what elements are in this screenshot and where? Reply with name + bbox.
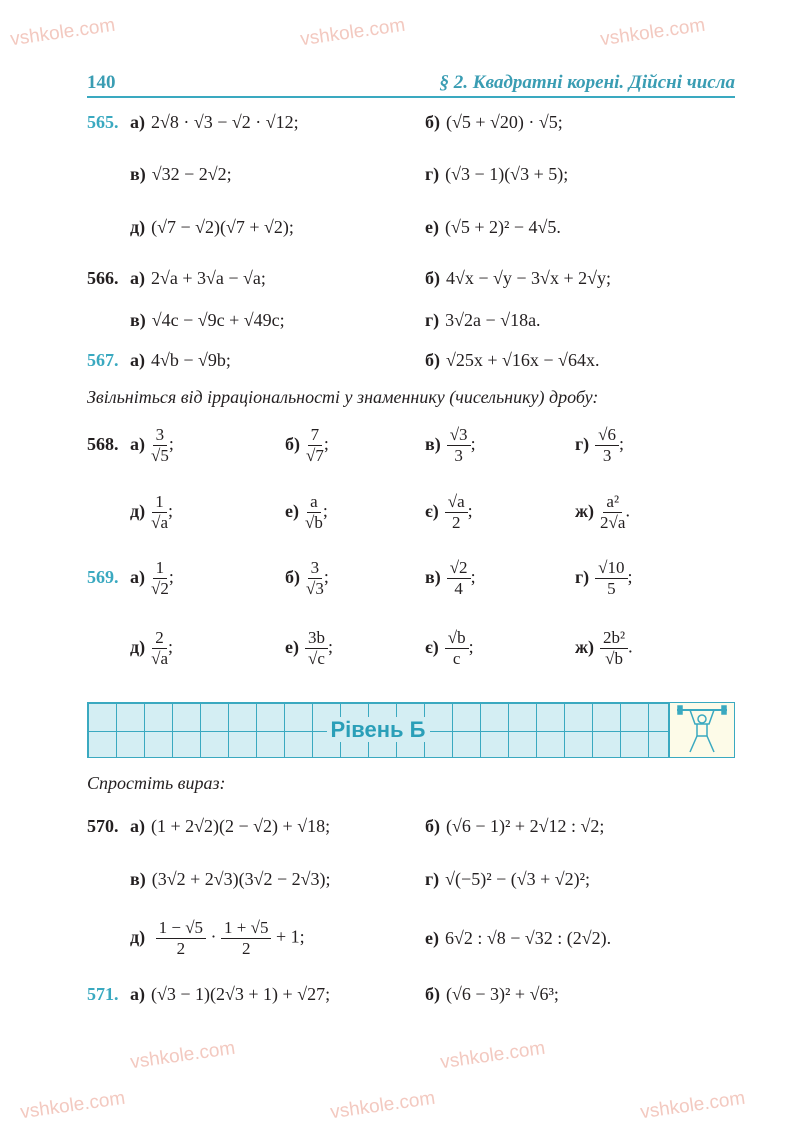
fraction-item [575,492,630,533]
item-label: е) [285,500,299,521]
instruction-rationalize: Звільніться від ірраціональності у знаменнику (чисельнику) дробу: [87,387,599,407]
page-number: 140 [87,72,116,93]
fraction-item [130,628,173,669]
expression: √25x + √16x − √64x. [446,350,600,370]
item-label: а) [130,566,145,587]
item-label: а) [130,433,145,454]
expression: (√6 − 1)² + 2√12 : √2; [446,816,605,836]
watermark: vshkole.com [18,1087,127,1124]
fraction-item [130,425,174,466]
denominator: 5 [607,579,616,598]
watermark: vshkole.com [328,1087,437,1124]
item-label: б) [425,112,440,132]
punctuation: . [625,500,630,521]
punctuation: ; [619,433,625,454]
fraction [151,425,169,466]
numerator: a² [603,492,622,513]
denominator: √c [308,649,325,668]
item-b [425,268,611,289]
denominator: √a [151,513,168,532]
denominator: 4 [454,579,463,598]
fraction [151,558,169,599]
item-label: г) [425,869,440,889]
item-label: д) [130,926,146,947]
fraction [445,628,469,669]
fraction [156,918,206,959]
denominator: c [452,649,461,668]
numerator: 2b² [600,628,628,649]
numerator: √b [445,628,469,649]
exercise-number: 568. [87,434,119,454]
expression: 4√x − √y − 3√x + 2√y; [446,268,611,288]
fraction-item [575,628,633,669]
expression: 6√2 : √8 − √32 : (2√2). [444,928,612,948]
numerator: 1 [153,558,168,579]
watermark: vshkole.com [438,1037,547,1074]
item-label: а) [130,268,145,288]
expression: 4√b − √9b; [151,350,231,370]
expression: (√7 − √2)(√7 + √2); [151,217,294,237]
item-label: б) [285,566,300,587]
numerator: a [307,492,321,513]
item-label: г) [425,164,440,184]
item-g [425,164,568,185]
item-v [130,869,331,890]
punctuation: ; [168,433,174,454]
item-d [130,217,294,238]
fraction [447,425,471,466]
denominator: 3 [454,446,463,465]
item-label: г) [575,566,590,587]
exercise-number: 569. [87,567,119,587]
item-a [130,112,299,133]
punctuation: ; [323,566,329,587]
punctuation: ; [470,433,476,454]
fraction [306,425,324,466]
denominator: 2 [176,939,186,958]
level-b-banner [87,702,735,758]
item-v [130,310,285,331]
item-label: б) [285,433,300,454]
denominator: 3 [602,446,612,465]
expression: 2√8 · √3 − √2 · √12; [151,112,299,132]
item-label: а) [130,112,145,132]
watermark: vshkole.com [128,1037,237,1074]
fraction-item [285,492,328,533]
section-title: § 2. Квадратні корені. Дійсні числа [439,72,735,93]
item-label: е) [285,636,299,657]
numerator: √6 [595,425,619,446]
punctuation: ; [168,566,174,587]
fraction [305,628,328,669]
item-label: в) [130,310,146,330]
punctuation: . [628,636,633,657]
watermark: vshkole.com [638,1087,747,1124]
numerator: √a [445,492,468,513]
weightlifter-icon [669,702,735,758]
punctuation: ; [467,500,473,521]
expression: (√5 + 2)² − 4√5. [444,217,561,237]
fraction [151,492,168,533]
expression: √32 − 2√2; [151,164,232,184]
expression: 3√2a − √18a. [445,310,541,330]
item-label: е) [425,217,439,237]
item-a [130,350,231,371]
item-label: б) [425,268,440,288]
expression: (3√2 + 2√3)(3√2 − 2√3); [151,869,331,889]
denominator: √b [304,513,323,532]
fraction [600,492,625,533]
item-label: а) [130,350,145,370]
item-b [425,112,563,133]
item-label: е) [425,928,439,948]
numerator: √3 [447,425,471,446]
numerator: √2 [447,558,471,579]
item-label: в) [130,164,146,184]
numerator: 2 [152,628,167,649]
numerator: 3 [308,558,323,579]
item-label: д) [130,217,146,237]
fraction-item [285,558,329,599]
fraction [595,558,627,599]
fraction-item [285,628,333,669]
expression: (√6 − 3)² + √6³; [446,984,559,1004]
punctuation: ; [322,500,328,521]
expression: 2√a + 3√a − √a; [151,268,266,288]
item-label: г) [575,433,590,454]
fraction [600,628,628,669]
fraction-item [130,558,174,599]
item-label: ж) [575,636,595,657]
watermark: vshkole.com [8,14,117,51]
fraction-item [425,425,476,466]
fraction [151,628,168,669]
instruction-simplify: Спростіть вираз: [87,773,226,793]
fraction [221,918,271,959]
item-b [425,984,559,1005]
item-g [425,869,590,890]
exercise-number: 567. [87,350,119,370]
grid-decoration [87,702,669,758]
expression: + 1; [275,926,305,947]
exercise-number: 570. [87,816,119,836]
item-label: д) [130,636,146,657]
fraction [595,425,619,466]
punctuation: ; [327,636,333,657]
item-e [425,928,611,949]
numerator: √10 [595,558,627,579]
item-a [130,984,330,1005]
item-label: є) [425,500,439,521]
denominator: √a [151,649,168,668]
watermark: vshkole.com [598,14,707,51]
denominator: 2 [241,939,251,958]
item-label: г) [425,310,440,330]
exercise-number: 571. [87,984,119,1004]
punctuation: ; [470,566,476,587]
watermark: vshkole.com [298,14,407,51]
item-label: в) [425,433,441,454]
item-g [425,310,541,331]
page-header [87,70,735,98]
denominator: √3 [306,579,324,598]
punctuation: ; [468,636,474,657]
item-label: д) [130,500,146,521]
item-label: ж) [575,500,595,521]
fraction-item [575,425,624,466]
item-label: в) [130,869,146,889]
exercise-number: 566. [87,268,119,288]
expression: (√5 + √20) · √5; [446,112,563,132]
item-e [425,217,561,238]
punctuation: ; [323,433,329,454]
item-a [130,816,330,837]
denominator: 2√a [600,513,626,532]
denominator: 2 [451,513,461,532]
item-a [130,268,266,289]
expression: (√3 − 1)(√3 + 5); [445,164,569,184]
denominator: √7 [306,446,324,465]
punctuation: ; [168,636,174,657]
punctuation: ; [627,566,633,587]
level-title: Рівень Б [327,717,430,742]
item-label: в) [425,566,441,587]
fraction-item [425,492,473,533]
fraction [445,492,468,533]
fraction [306,558,324,599]
fraction-item [130,492,173,533]
punctuation: ; [168,500,174,521]
fraction [305,492,323,533]
denominator: √b [605,649,624,668]
item-b [425,816,604,837]
fraction-item [285,425,329,466]
item-label: б) [425,816,440,836]
fraction-item [425,558,476,599]
item-d: д) $\frac{1 - √5}{2}$ · $\frac{1 + √5}{2}$ + 1; [130,918,305,958]
expression: (√3 − 1)(2√3 + 1) + √27; [151,984,331,1004]
expression: (1 + 2√2)(2 − √2) + √18; [151,816,331,836]
numerator: 3b [305,628,328,649]
numerator: 1 [152,492,167,513]
item-label: б) [425,984,440,1004]
item-label: а) [130,816,145,836]
numerator: 1 − √5 [156,918,206,939]
item-b [425,350,599,371]
expression: √(−5)² − (√3 + √2)²; [445,869,591,889]
item-label: б) [425,350,440,370]
fraction [447,558,471,599]
item-label: а) [130,984,145,1004]
numerator: 3 [153,425,168,446]
fraction-item [575,558,633,599]
fraction-item [425,628,474,669]
expression: √4c − √9c + √49c; [151,310,285,330]
denominator: √5 [151,446,169,465]
item-v [130,164,232,185]
denominator: √2 [151,579,169,598]
exercise-number: 565. [87,112,119,132]
item-label: є) [425,636,439,657]
numerator: 7 [308,425,323,446]
numerator: 1 + √5 [221,918,271,939]
